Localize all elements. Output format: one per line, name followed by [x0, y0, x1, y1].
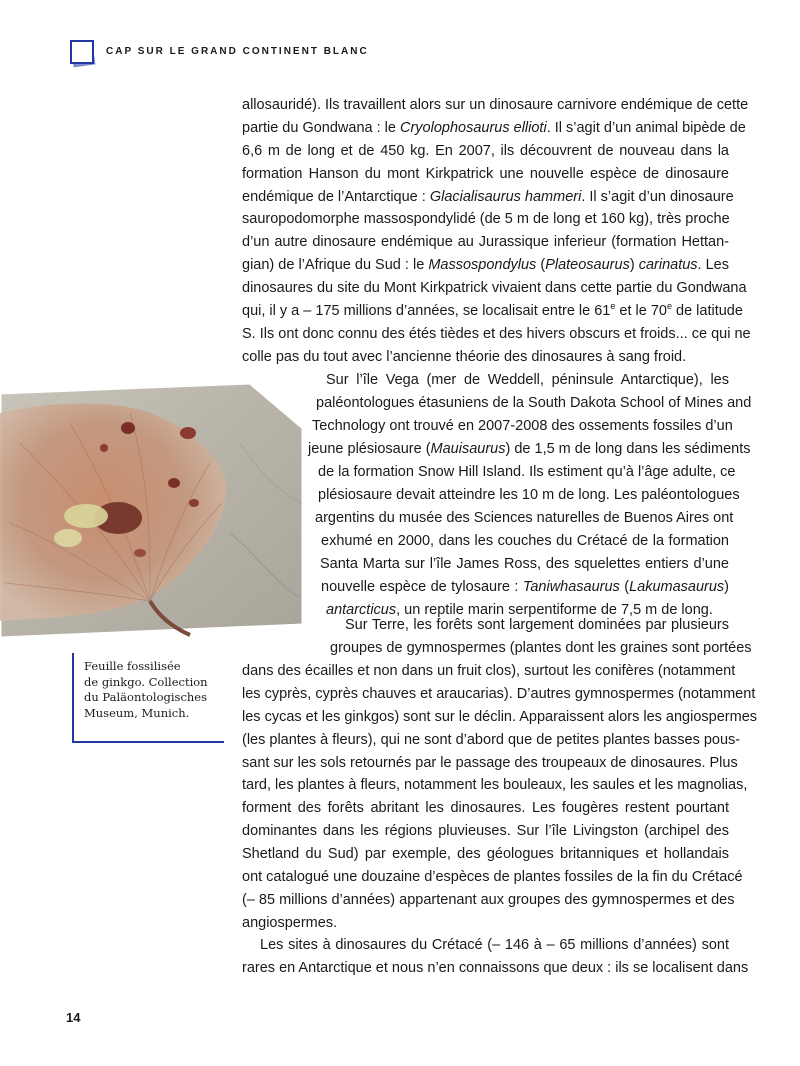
- text-line: dominantes dans les régions pluvieuses. Sur l’île Livingston (archipel des: [242, 823, 729, 840]
- text-line: 6,6 m de long et de 450 kg. En 2007, ils découvrent de nouveau dans la: [242, 142, 729, 159]
- chapter-logo-icon: [68, 38, 98, 68]
- text-line: Shetland du Sud) par exemple, des géologues britanniques et hollandais: [242, 846, 729, 863]
- text-line: angiospermes.: [242, 914, 338, 931]
- text-line: ont catalogué une douzaine d’espèces de plantes fossiles de la fin du Crétacé: [242, 869, 743, 886]
- text-line: S. Ils ont donc connu des étés tièdes et des hivers obscurs et froids... ce qui ne: [242, 325, 751, 342]
- text-line: colle pas du tout avec l’ancienne théorie des dinosaures à sang froid.: [242, 348, 687, 365]
- text-line: dans des écailles et non dans un fruit clos), surtout les conifères (notamment: [242, 663, 736, 679]
- text-line: partie du Gondwana : le Cryolophosaurus ellioti. Il s’agit d’un animal bipède de: [242, 119, 746, 136]
- photo-caption: [84, 659, 234, 721]
- text-line: les cycas et les ginkgos) sont sur le déclin. Apparaissent alors les angiospermes: [242, 708, 758, 725]
- photo-caption-frame: [72, 653, 224, 743]
- paragraph-1: [242, 94, 751, 369]
- caption-line: Feuille fossilisée: [84, 659, 181, 673]
- text-line: qui, il y a – 175 millions d’années, se localisait entre le 61e et le 70e de latitude: [242, 301, 743, 320]
- caption-line: du Paläontologisches: [84, 690, 208, 704]
- text-line: Technology ont trouvé en 2007-2008 des ossements fossiles d’un: [312, 418, 733, 434]
- text-line: dinosaures du site du Mont Kirkpatrick vivaient dans cette partie du Gondwana: [242, 280, 747, 297]
- caption-line: Museum, Munich.: [84, 705, 190, 720]
- text-line: allosauridé). Ils travaillent alors sur un dinosaure carnivore endémique de cette: [242, 97, 749, 113]
- text-line: argentins du musée des Sciences naturelles de Buenos Aires ont: [315, 510, 734, 526]
- text-line: de la formation Snow Hill Island. Ils estiment qu’à l’âge adulte, ce: [318, 464, 736, 480]
- page-number: 14: [66, 1010, 81, 1025]
- text-line: Les sites à dinosaures du Crétacé (– 146 à – 65 millions d’années) sont: [260, 937, 729, 953]
- fossil-ginkgo-leaf-photo: [0, 383, 303, 638]
- text-line: (– 85 millions d’années) appartenant aux groupes des gymnospermes et des: [242, 891, 735, 908]
- text-line: tard, les plantes à fleurs, notamment les bouleaux, les saules et les magnolias,: [242, 777, 748, 794]
- text-line: plésiosaure devait atteindre les 10 m de long. Les paléontologues: [318, 487, 740, 503]
- text-line: exhumé en 2000, dans les couches du Crétacé de la formation: [321, 533, 729, 549]
- text-line: paléontologues étasuniens de la South Dakota School of Mines and: [316, 395, 752, 411]
- text-line: d’un autre dinosaure endémique au Jurassique inferieur (formation Hettan-: [242, 234, 729, 251]
- text-line: les cyprès, cyprès chauves et araucarias). D’autres gymnospermes (notamment: [242, 685, 756, 702]
- text-line: gian) de l’Afrique du Sud : le Massospondylus (Plateosaurus) carinatus. Les: [242, 257, 729, 274]
- text-line: Santa Marta sur l’île James Ross, des squelettes entiers d’une: [320, 556, 729, 572]
- text-line: forment des forêts abritant les dinosaures. Les fougères restent pourtant: [242, 800, 729, 817]
- text-line: nouvelle espèce de tylosaure : Taniwhasaurus (Lakumasaurus): [321, 579, 730, 595]
- text-line: sant sur les sols retournés par le passage des troupeaux de dinosaures. Plus: [242, 754, 738, 771]
- text-line: (les plantes à fleurs), qui ne sont d’abord que de petites plantes basses pous-: [242, 731, 741, 748]
- text-line: groupes de gymnospermes (plantes dont les graines sont portées: [330, 640, 752, 656]
- text-line: rares en Antarctique et nous n’en connaissons que deux : ils se localisent dans: [242, 960, 749, 976]
- text-line: Sur l’île Vega (mer de Weddell, péninsule Antarctique), les: [326, 372, 729, 388]
- text-line: Sur Terre, les forêts sont largement dominées par plusieurs: [345, 617, 729, 633]
- text-line: formation Hanson du mont Kirkpatrick une nouvelle espèce de dinosaure: [242, 165, 729, 182]
- text-line: endémique de l’Antarctique : Glacialisaurus hammeri. Il s’agit d’un dinosaure: [242, 188, 734, 205]
- caption-line: de ginkgo. Collection: [84, 674, 208, 689]
- text-line: jeune plésiosaure (Mauisaurus) de 1,5 m de long dans les sédiments: [308, 441, 751, 457]
- text-line: antarcticus, un reptile marin serpentiforme de 7,5 m de long.: [326, 602, 713, 618]
- text-line: sauropodomorphe massospondylidé (de 5 m de long et 160 kg), très proche: [242, 211, 730, 228]
- running-title: CAP SUR LE GRAND CONTINENT BLANC: [106, 46, 369, 57]
